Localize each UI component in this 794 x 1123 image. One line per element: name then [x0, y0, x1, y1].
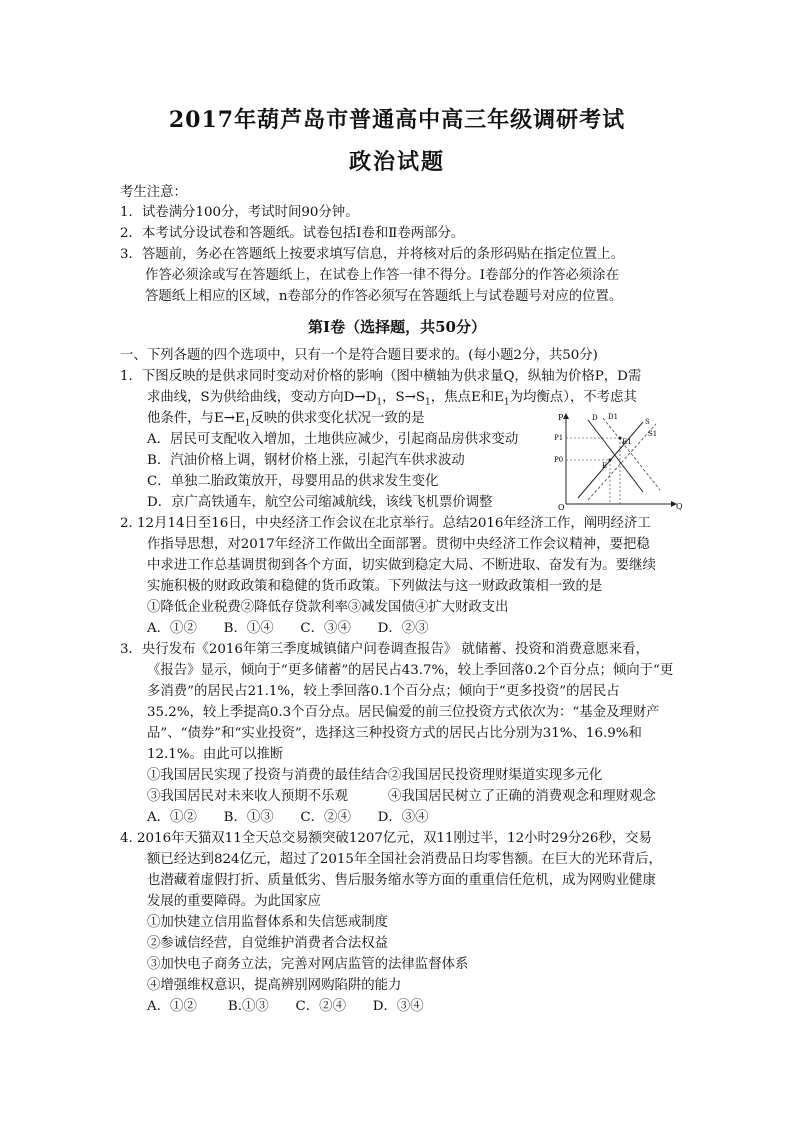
- p1-label: P1: [554, 434, 564, 442]
- origin-label: O: [558, 503, 565, 510]
- point-e1: [619, 437, 622, 440]
- exam-subtitle: 政治试题: [348, 149, 445, 175]
- instruction: 一、下列各题的四个选项中，只有一个是符合题目要求的。(每小题2分，共50分): [120, 348, 598, 363]
- d1-label: D1: [608, 413, 619, 421]
- q4-options: A．①② B.①③ C．②④ D．③④: [147, 999, 424, 1014]
- s-label: S: [645, 418, 650, 426]
- notice-item-2: 2．本考试分设试卷和答题纸。试卷包括Ⅰ卷和Ⅱ卷两部分。: [120, 226, 465, 241]
- p-axis-label: P: [558, 413, 564, 422]
- supply-demand-figure: [548, 410, 688, 510]
- q2-line-4: 实施积极的财政政策和稳健的货币政策。下列做法与这一财政政策相一致的是: [147, 579, 603, 594]
- p0-label: P0: [554, 456, 564, 464]
- section-title: 第Ⅰ卷（选择题，共50分）: [308, 318, 486, 336]
- demand-curve-d: [588, 420, 643, 492]
- q4-statement-1: ①加快建立信用监督体系和失信惩戒制度: [147, 915, 389, 930]
- e1-label: E1: [622, 438, 632, 446]
- q3-line-5: 品”、“债券”和“实业投资”，选择这三种投资方式的居民占比分别为31%、16.9%和: [147, 726, 642, 741]
- q4-line-2: 额已经达到824亿元，超过了2015年全国社会消费品日均零售额。在巨大的光环背后，: [147, 852, 662, 867]
- q3-line-6: 12.1%。由此可以推断: [147, 747, 284, 762]
- s1-label: S1: [648, 430, 658, 438]
- q4-statement-4: ④增强维权意识，提高辨别网购陷阱的能力: [147, 978, 402, 993]
- q1-line-3: 他条件，与$E\to E_1$反映的供求变化状况一致的是: [147, 411, 425, 429]
- notice-heading: 考生注意：: [120, 185, 187, 200]
- exam-title: 2017年葫芦岛市普通高中高三年级调研考试: [168, 107, 626, 133]
- q1-line-1: 1．下图反映的是供求同时变动对价格的影响（图中横轴为供求量Q，纵轴为价格P，D需: [120, 369, 642, 384]
- supply-curve-s1: [588, 424, 656, 500]
- q4-line-3: 也潜藏着虚假打折、质量低劣、售后服务缩水等方面的重重信任危机，成为网购业健康: [147, 873, 656, 888]
- q1-option-c: C．单独二胎政策放开，母婴用品的供求发生变化: [147, 474, 439, 489]
- q4-statement-2: ②参诚信经营，自觉维护消费者合法权益: [147, 936, 389, 951]
- q2-line-3: 中求进工作总基调贯彻到各个方面，切实做到稳定大局、不断进取、奋发有为。要继续: [147, 558, 656, 573]
- point-e: [609, 459, 612, 462]
- q3-line-3: 多消费”的居民占21.1%，较上季回落0.1个百分点；倾向于“更多投资”的居民占: [147, 684, 620, 699]
- q3-statements-2: ③我国居民对未来收人预期不乐观 ④我国居民树立了正确的消费观念和理财观念: [147, 789, 656, 804]
- q4-line-4: 发展的重要障碍。为此国家应: [147, 894, 322, 909]
- q4-line-1: 4. 2016年天猫双11全天总交易额突破1207亿元，双11刚过半，12小时29分26秒，交易: [120, 831, 652, 846]
- d-label: D: [592, 414, 598, 422]
- notice-item-1: 1．试卷满分100分，考试时间90分钟。: [120, 205, 359, 220]
- notice-item-3: 3．答题前，务必在答题纸上按要求填写信息，并将核对后的条形码贴在指定位置上。: [120, 247, 624, 262]
- q3-line-1: 3．央行发布《2016年第三季度城镇储户问卷调查报告》 就储蓄、投资和消费意愿来看，: [120, 642, 649, 657]
- e-label: E: [602, 462, 608, 470]
- q1-option-b: B．汽油价格上调，钢材价格上涨，引起汽车供求波动: [147, 453, 465, 468]
- q1-line-2: 求曲线，S为供给曲线，变动方向$D\to D_1$，$S\to S_1$，焦点E和$E_1$为均衡点），不考虑其: [147, 390, 637, 408]
- notice-item-3-cont-1: 作答必须涂或写在答题纸上，在试卷上作答一律不得分。Ⅰ卷部分的作答必须涂在: [145, 268, 619, 283]
- q1-option-a: A．居民可支配收入增加，土地供应减少，引起商品房供求变动: [147, 432, 519, 447]
- q4-statement-3: ③加快电子商务立法，完善对网店监管的法律监督体系: [147, 957, 469, 972]
- q3-line-4: 35.2%，较上季提高0.3个百分点。居民偏爱的前三位投资方式依次为：“基金及理财产: [147, 705, 660, 720]
- q3-line-2: 《报告》显示，倾向于“更多储蓄”的居民占43.7%，较上季回落0.2个百分点；倾向于“更: [147, 663, 674, 678]
- q3-statements-1: ①我国居民实现了投资与消费的最佳结合②我国居民投资理财渠道实现多元化: [147, 768, 603, 783]
- q1-option-d: D．京广高铁通车，航空公司缩减航线，该线飞机票价调整: [147, 495, 493, 510]
- q2-options: A．①② B．①④ C．③④ D．②③: [147, 621, 429, 636]
- q3-options: A．①② B．①③ C．②④ D．③④: [147, 810, 429, 825]
- q2-line-1: 2. 12月14日至16日，中央经济工作会议在北京举行。总结2016年经济工作，阐明经济工: [120, 516, 651, 531]
- q2-statements: ①降低企业税费②降低存贷款利率③减发国债④扩大财政支出: [147, 600, 509, 615]
- notice-item-3-cont-2: 答题纸上相应的区域，n卷部分的作答必须写在答题纸上与试卷题号对应的位置。: [145, 289, 623, 304]
- q2-line-2: 作指导思想，对2017年经济工作做出全面部署。贯彻中央经济工作会议精神，要把稳: [147, 537, 650, 552]
- q-axis-label: Q: [676, 502, 683, 510]
